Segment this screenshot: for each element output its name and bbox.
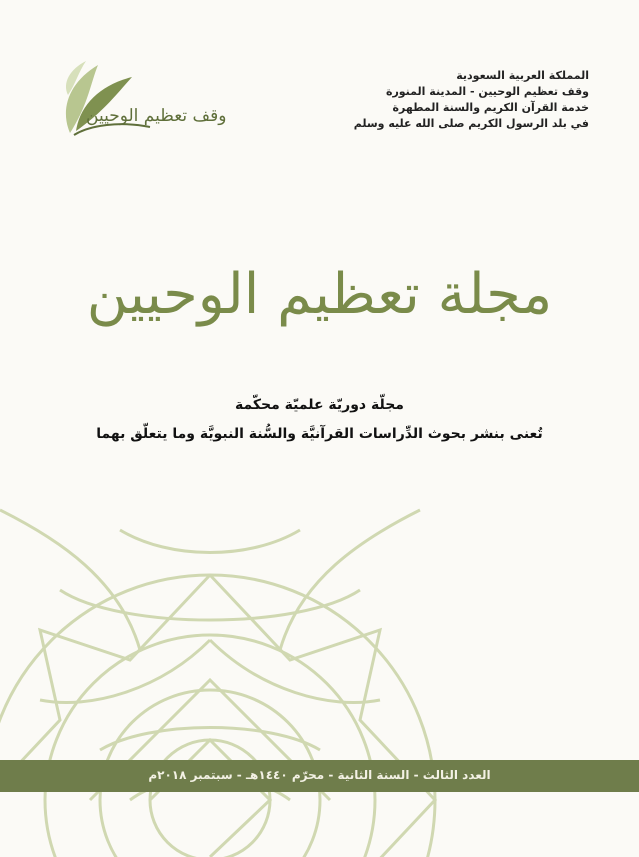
issue-info: العدد الثالث - السنة الثانية - محرّم ١٤٤٠هـ - سبتمبر ٢٠١٨م [148,768,491,782]
journal-type: مجلّة دوريّة علميّة محكّمة [235,397,404,413]
journal-title: مجلة تعظيم الوحيين [86,262,553,327]
islamic-ornament-icon [0,470,470,857]
header-line-city: في بلد الرسول الكريم صلى الله عليه وسلم [353,117,589,130]
header-line-country: المملكة العربية السعودية [456,69,589,82]
publisher-header [289,68,589,132]
header-line-endowment: وقف تعظيم الوحيين - المدينة المنورة [385,85,589,98]
logo-text: وقف تعظيم الوحيين [86,106,227,126]
journal-scope: تُعنى بنشر بحوث الدِّراسات القرآنيَّة والسُّنة النبويَّة وما يتعلّق بهما [96,426,543,442]
leaf-logo-icon [50,55,190,140]
header-line-service: خدمة القرآن الكريم والسنة المطهرة [392,101,589,114]
